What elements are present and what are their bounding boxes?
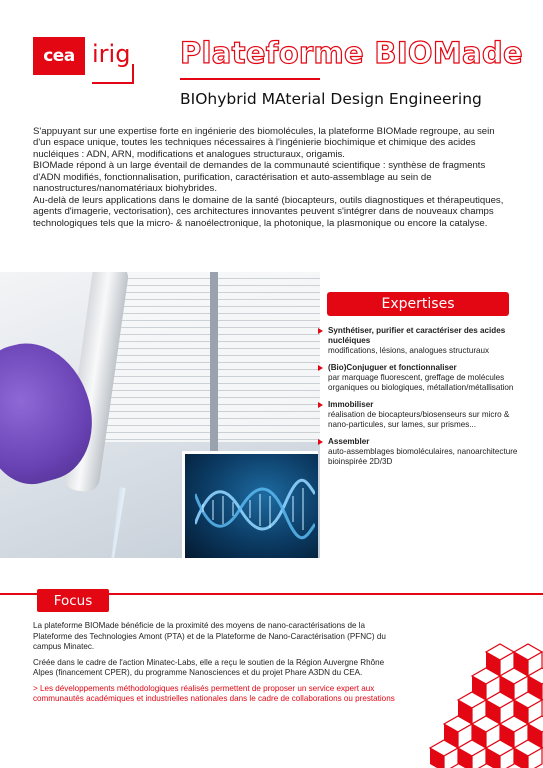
title-underline: [180, 78, 320, 80]
focus-text: [33, 621, 398, 710]
expertise-item: [318, 437, 523, 467]
expertise-item: [318, 400, 523, 430]
focus-paragraph: Créée dans le cadre de l'action Minatec-Labs, elle a reçu le soutien de la Région Auvergne Rhône Alpes (financement CPER), du programme Nanosciences et du projet Phare A3DN du CEA.: [33, 657, 385, 678]
focus-highlight: > Les développements méthodologiques réalisés permettent de proposer un service expert aux communautés académiques et industrielles nationales dans le cadre de collaborations ou prestations: [33, 683, 395, 704]
intro-paragraph: Au-delà de leurs applications dans le domaine de la santé (biocapteurs, outils diagnostiques et thérapeutiques, agents d'imagerie, vectorisation), ces architectures innovantes peuvent s'intégrer dans de nouveaux champs technologiques tels que la micro- & nanoélectronique, la photonique, la plasmonique ou encore la catalyse.: [33, 194, 504, 229]
intro-text: [33, 126, 513, 229]
expertise-description: auto-assemblages biomoléculaires, nanoarchitecture bioinspirée 2D/3D: [328, 447, 518, 466]
window-frame: [210, 272, 218, 462]
expertise-description: par marquage fluorescent, greffage de molécules organiques ou biologiques, métallation/métallisation: [328, 372, 514, 392]
triangle-bullet-icon: [318, 439, 323, 445]
expertise-title: Immobiliser: [328, 400, 374, 410]
triangle-bullet-icon: [318, 365, 323, 371]
expertise-title: (Bio)Conjuguer et fonctionnaliser: [328, 363, 457, 373]
pipette-tip: [102, 487, 127, 558]
cea-logo: cea: [33, 37, 85, 75]
expertise-title: Assembler: [328, 437, 370, 447]
expertises-list: [318, 326, 523, 474]
cube-pattern-decoration: [420, 640, 543, 768]
expertise-description: modifications, lésions, analogues structuraux: [328, 345, 490, 355]
logo-bracket-decoration: [92, 64, 134, 84]
dna-helix-image: [182, 451, 318, 558]
window-blinds: [95, 272, 320, 442]
expertises-heading: Expertises: [327, 292, 509, 316]
page-subtitle: BIOhybrid MAterial Design Engineering: [180, 90, 482, 108]
expertise-item: [318, 363, 523, 393]
dna-helix-icon: [195, 474, 315, 544]
focus-paragraph: La plateforme BIOMade bénéficie de la proximité des moyens de nano-caractérisations de la Plateforme des Technologies Amont (PTA) et de la Plateforme de Nano-Caractérisation (PFNC) du campus Minatec.: [33, 621, 386, 652]
irig-logo: irig: [92, 40, 131, 68]
focus-heading: Focus: [37, 589, 109, 612]
triangle-bullet-icon: [318, 402, 323, 408]
intro-paragraph: S'appuyant sur une expertise forte en ingénierie des biomolécules, la plateforme BIOMade regroupe, au sein d'un espace unique, toutes les techniques nécessaires à l'ingénierie biochimique et chimique des acides nucléiques : ADN, ARN, modifications et analogues structuraux, origamis.: [33, 126, 495, 160]
expertise-description: réalisation de biocapteurs/biosenseurs sur micro & nano-particules, sur lames, sur prismes...: [328, 410, 510, 429]
page-title: Plateforme BIOMade: [180, 36, 523, 70]
expertise-title: Synthétiser, purifier et caractériser des acides nucléiques: [328, 326, 506, 345]
intro-paragraph: BIOMade répond à un large éventail de demandes de la communauté scientifique : synthèse de fragments d'ADN modifiés, fonctionnalisation, purification, caractérisation et auto-assemblage au sein de nanostructures/nanomatériaux biohybrides.: [33, 160, 486, 195]
triangle-bullet-icon: [318, 328, 323, 334]
expertise-item: [318, 326, 523, 356]
